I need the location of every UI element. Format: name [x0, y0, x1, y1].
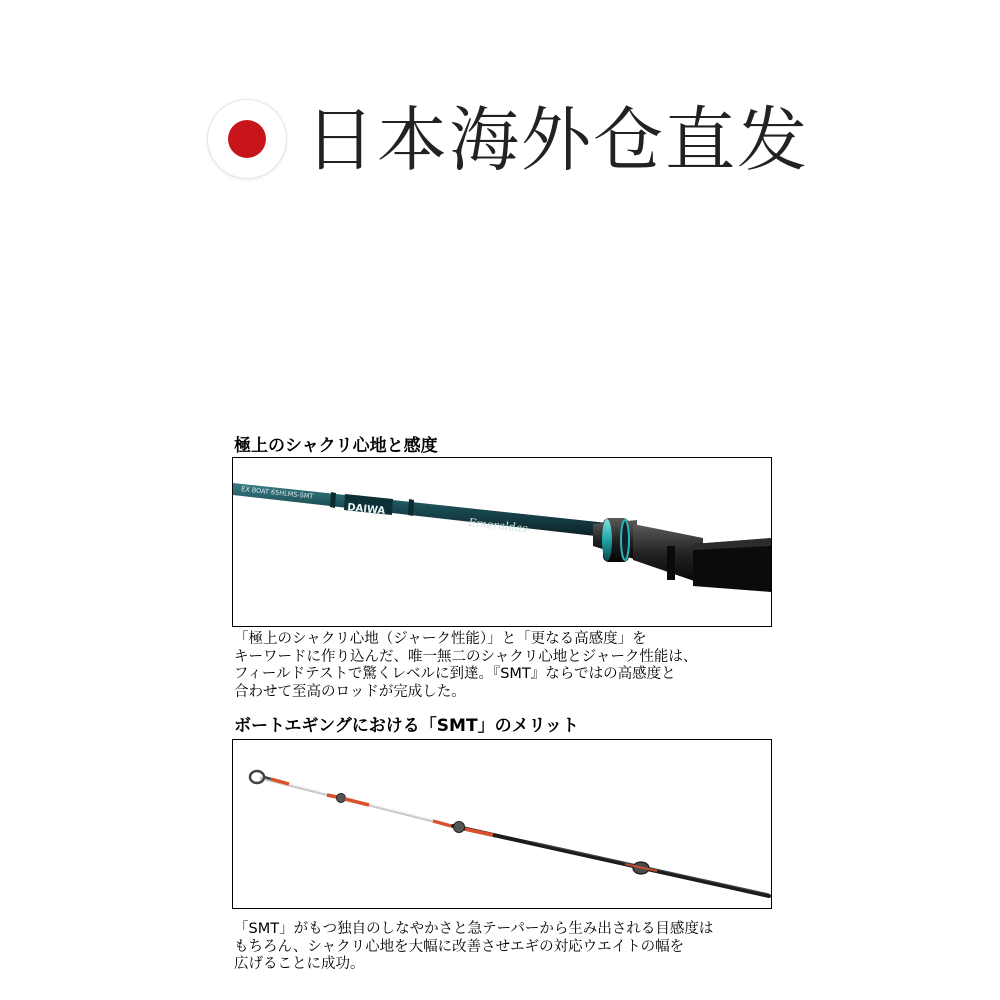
rod-model-label: EX BOAT 65HLMS-SMT: [240, 485, 314, 501]
line-guide: [454, 822, 465, 833]
rod-handle-photo: [232, 457, 772, 627]
paragraph-line: 「SMT」がもつ独自のしなやかさと急テーパーから生み出される目感度は: [234, 921, 714, 937]
paragraph-line: キーワードに作り込んだ、唯一無二のシャクリ心地とジャーク性能は、: [234, 648, 698, 665]
thread-wrap-orange: [433, 821, 451, 826]
flag-red-circle: [228, 120, 266, 158]
thread-wrap-orange: [345, 799, 369, 805]
daiwa-logo: DAIWA: [346, 502, 386, 517]
section1-paragraph: [234, 631, 772, 701]
emeraldas-script: Emeraldas: [467, 516, 529, 536]
banner-title: 日本海外仓直发: [305, 99, 809, 181]
thread-wrap-orange: [271, 779, 289, 784]
section2-paragraph: [234, 921, 772, 974]
paragraph-line: フィールドテストで驚くレベルに到達。『SMT』ならではの高感度と: [234, 666, 676, 682]
trigger: [667, 546, 675, 580]
thread-wrap: [408, 499, 414, 516]
rod-tip-photo: [232, 739, 772, 909]
thread-wrap: [330, 492, 336, 508]
rod-blank-lower: [453, 826, 769, 896]
thread-wrap-orange: [327, 795, 337, 797]
paragraph-line: 合わせて至高のロッドが完成した。: [234, 683, 466, 700]
section2-heading: ボートエギングにおける「SMT」のメリット: [234, 716, 579, 736]
teal-ring: [602, 519, 612, 561]
japan-flag-icon: [208, 100, 286, 178]
paragraph-line: 「極上のシャクリ心地（ジャーク性能）」と「更なる高感度」を: [234, 631, 647, 647]
teal-ring: [621, 520, 629, 560]
line-guide: [337, 794, 346, 803]
rod-tip-illustration: [233, 740, 771, 908]
section1-heading: 極上のシャクリ心地と感度: [234, 436, 438, 456]
rod-handle-illustration: [233, 458, 771, 626]
rod-blank-highlight: [533, 842, 769, 894]
paragraph-line: もちろん、シャクリ心地を大幅に改善させエギの対応ウエイトの幅を: [234, 938, 685, 955]
paragraph-line: 広げることに成功。: [234, 956, 365, 972]
banner: [0, 0, 1000, 300]
